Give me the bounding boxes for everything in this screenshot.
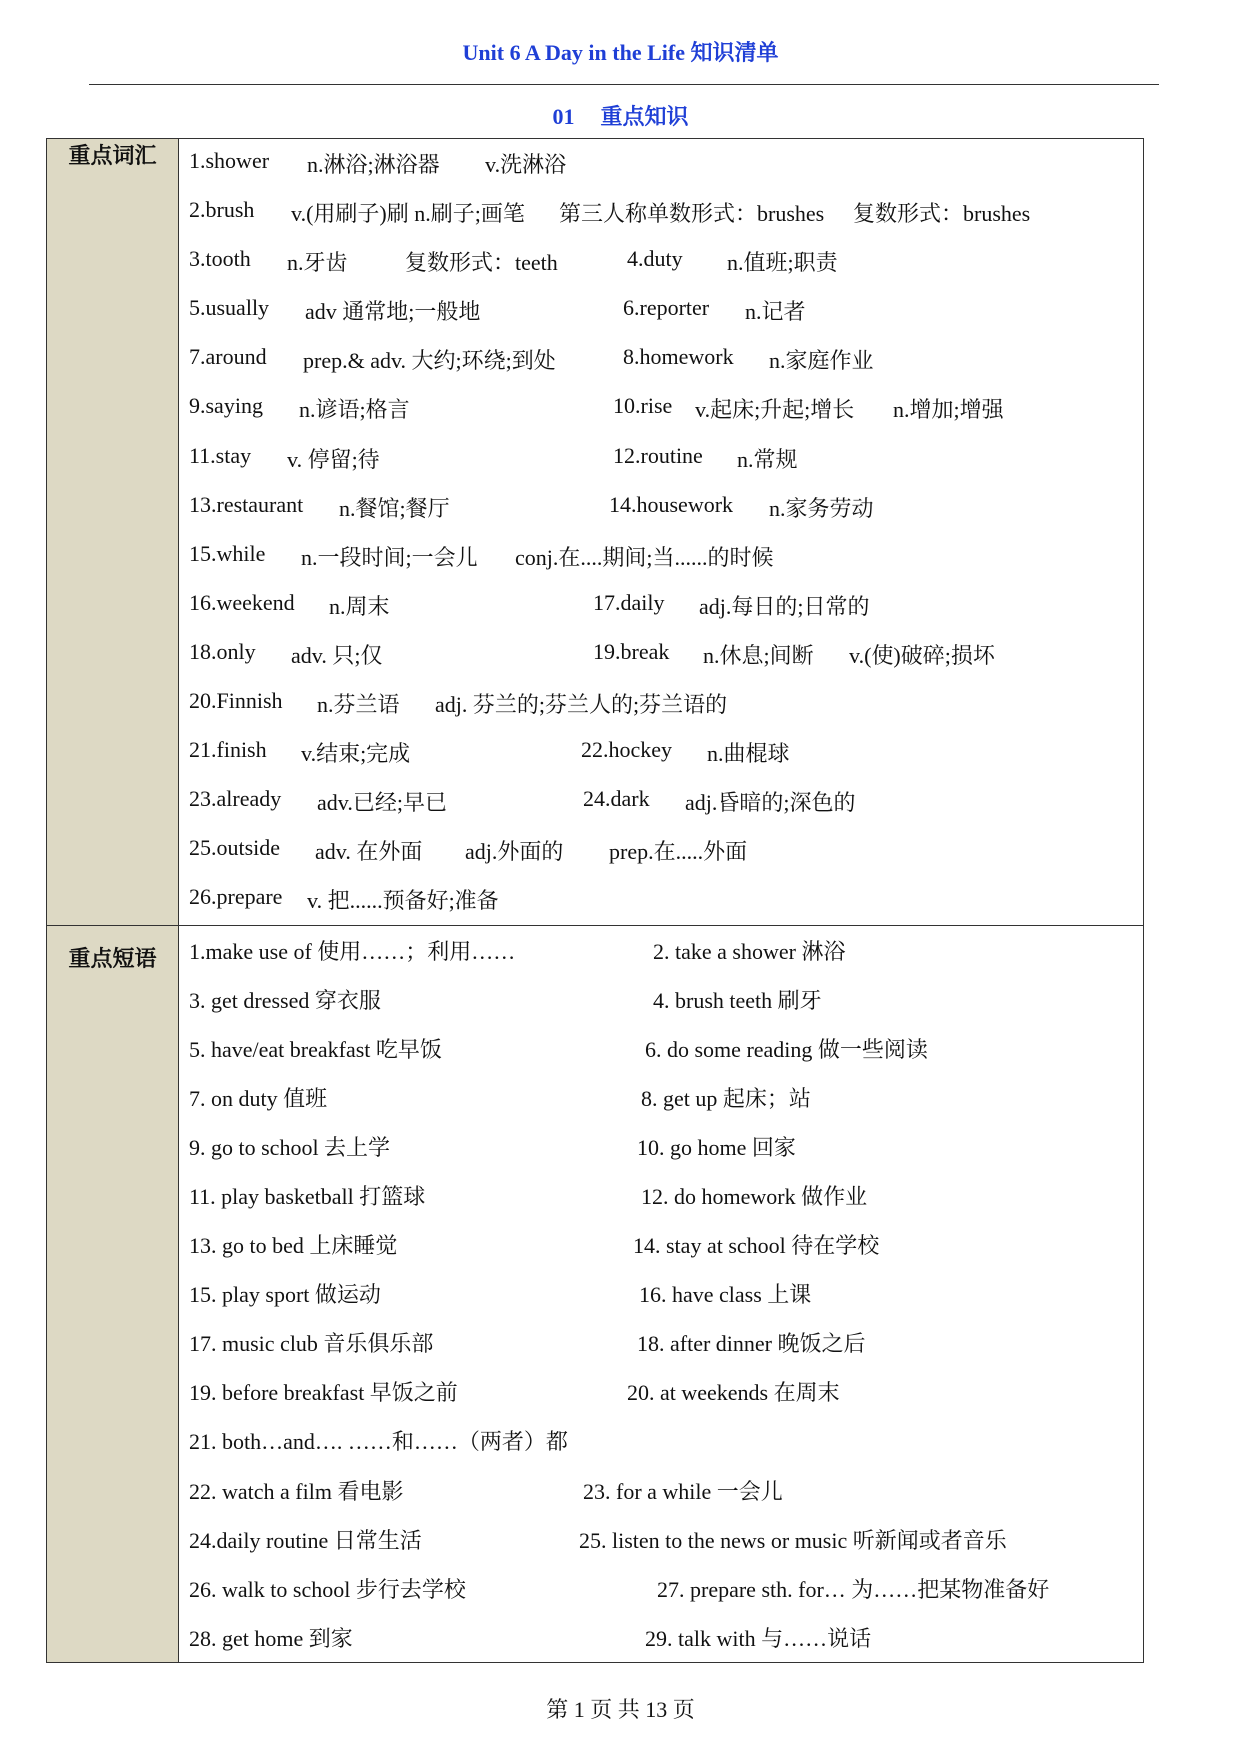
phrase-item: 4. brush teeth 刷牙 <box>653 987 822 1013</box>
vocab-word: 8.homework <box>623 344 734 370</box>
vocab-word: 22.hockey <box>581 737 673 763</box>
phrase-row <box>179 1269 1143 1318</box>
vocab-word: 3.tooth <box>189 246 251 272</box>
phrase-row <box>179 1073 1143 1122</box>
vocab-meaning: n.曲棍球 <box>707 741 790 767</box>
vocab-word: 26.prepare <box>189 884 283 910</box>
vocab-row <box>179 875 1143 924</box>
page-footer: 第 1 页 共 13 页 <box>546 1697 695 1722</box>
vocab-meaning: n.一段时间;一会儿 <box>301 544 478 570</box>
phrase-row <box>179 1564 1143 1613</box>
vocab-word: 4.duty <box>627 246 683 272</box>
phrase-item: 18. after dinner 晚饭之后 <box>637 1331 866 1357</box>
vocab-row <box>179 679 1143 728</box>
phrase-item: 15. play sport 做运动 <box>189 1282 381 1308</box>
vocab-meaning: n.常规 <box>737 446 798 472</box>
vocab-meaning: n.芬兰语 <box>317 692 400 718</box>
vocab-word: 23.already <box>189 786 282 812</box>
vocab-word: 13.restaurant <box>189 491 304 517</box>
vocab-word: 9.saying <box>189 393 263 419</box>
document-title: Unit 6 A Day in the Life 知识清单 <box>462 40 779 65</box>
vocab-word: 19.break <box>593 638 670 664</box>
vocab-meaning: adj.每日的;日常的 <box>699 593 870 619</box>
vocab-word: 14.housework <box>609 491 734 517</box>
vocab-word: 10.rise <box>613 393 673 419</box>
title-divider <box>89 84 1159 85</box>
vocab-meaning: n.淋浴;淋浴器 <box>307 152 440 177</box>
phrase-item: 10. go home 回家 <box>637 1134 796 1160</box>
vocab-meaning: conj.在....期间;当......的时候 <box>515 544 774 570</box>
phrase-row <box>179 1515 1143 1564</box>
vocab-word: 1.shower <box>189 148 270 173</box>
phrase-item: 17. music club 音乐俱乐部 <box>189 1331 434 1357</box>
phrase-item: 5. have/eat breakfast 吃早饭 <box>189 1036 442 1062</box>
vocab-meaning: n.牙齿 <box>287 250 348 276</box>
vocab-meaning: n.记者 <box>745 299 806 325</box>
vocab-meaning: v.(用刷子)刷 n.刷子;画笔 <box>291 201 525 227</box>
phrase-item: 9. go to school 去上学 <box>189 1134 391 1160</box>
phrase-item: 16. have class 上课 <box>639 1282 812 1308</box>
vocab-word: 25.outside <box>189 835 281 861</box>
phrases-category-label: 重点短语 <box>47 925 179 1662</box>
vocab-row <box>179 826 1143 875</box>
phrase-item: 27. prepare sth. for… 为……把某物准备好 <box>657 1576 1050 1602</box>
phrase-item: 24.daily routine 日常生活 <box>189 1527 422 1553</box>
phrase-item: 22. watch a film 看电影 <box>189 1478 404 1504</box>
phrase-row <box>179 1122 1143 1171</box>
section-number: 01 <box>552 104 575 129</box>
vocab-word: 2.brush <box>189 197 255 223</box>
vocab-word: 16.weekend <box>189 589 295 615</box>
vocab-meaning: v.起床;升起;增长 <box>695 397 855 423</box>
vocab-meaning: n.餐馆;餐厅 <box>339 495 450 521</box>
vocab-row <box>179 581 1143 630</box>
vocab-row <box>179 532 1143 581</box>
phrase-row <box>179 1171 1143 1220</box>
vocab-list <box>179 139 1144 926</box>
phrase-item: 2. take a shower 淋浴 <box>653 938 846 964</box>
vocab-word: 17.daily <box>593 589 665 615</box>
phrase-row <box>179 1220 1143 1269</box>
phrase-item: 12. do homework 做作业 <box>641 1183 868 1209</box>
vocab-row <box>179 728 1143 777</box>
vocab-meaning: 复数形式：teeth <box>405 250 558 276</box>
vocab-meaning: 第三人称单数形式：brushes <box>559 201 825 227</box>
phrase-item: 11. play basketball 打篮球 <box>189 1183 426 1209</box>
vocab-meaning: adj.外面的 <box>465 839 564 865</box>
vocab-meaning: n.谚语;格言 <box>299 397 410 423</box>
phrase-item: 6. do some reading 做一些阅读 <box>645 1036 928 1062</box>
vocab-row <box>179 384 1143 433</box>
vocab-meaning: prep.在.....外面 <box>609 839 748 865</box>
phrase-item: 19. before breakfast 早饭之前 <box>189 1380 458 1406</box>
phrase-row <box>179 1613 1143 1662</box>
vocab-section <box>47 139 1144 926</box>
phrase-item: 28. get home 到家 <box>189 1625 353 1651</box>
phrase-item: 23. for a while 一会儿 <box>583 1478 783 1504</box>
vocab-row <box>179 483 1143 532</box>
phrase-item: 21. both…and…. ……和……（两者）都 <box>189 1429 568 1455</box>
vocab-row <box>179 434 1143 483</box>
vocab-meaning: prep.& adv. 大约;环绕;到处 <box>303 348 556 374</box>
phrase-row <box>179 1318 1143 1367</box>
phrase-row <box>179 1024 1143 1073</box>
vocab-meaning: n.家务劳动 <box>769 495 874 521</box>
phrase-item: 29. talk with 与……说话 <box>645 1625 872 1651</box>
vocab-row <box>179 237 1143 286</box>
phrase-item: 26. walk to school 步行去学校 <box>189 1576 466 1602</box>
section-heading <box>0 100 1241 131</box>
phrase-item: 20. at weekends 在周末 <box>627 1380 840 1406</box>
knowledge-table <box>46 138 1144 1663</box>
vocab-meaning: n.增加;增强 <box>893 397 1004 423</box>
vocab-meaning: v. 把......预备好;准备 <box>307 888 499 914</box>
phrase-item: 7. on duty 值班 <box>189 1085 328 1111</box>
vocab-meaning: v.洗淋浴 <box>485 152 567 177</box>
vocab-row <box>179 335 1143 384</box>
vocab-word: 5.usually <box>189 295 270 321</box>
vocab-word: 15.while <box>189 540 266 566</box>
vocab-meaning: 复数形式：brushes <box>853 201 1031 227</box>
vocab-word: 7.around <box>189 344 267 370</box>
vocab-meaning: adj.昏暗的;深色的 <box>685 790 856 816</box>
vocab-meaning: adv 通常地;一般地 <box>305 299 481 325</box>
phrase-row <box>179 1416 1143 1465</box>
phrases-section <box>47 925 1144 1662</box>
phrase-item: 14. stay at school 待在学校 <box>633 1233 880 1259</box>
vocab-word: 24.dark <box>583 786 650 812</box>
vocab-meaning: adv. 在外面 <box>315 839 423 865</box>
vocab-word: 18.only <box>189 638 256 664</box>
phrase-row <box>179 926 1143 975</box>
vocab-meaning: adj. 芬兰的;芬兰人的;芬兰语的 <box>435 692 728 718</box>
phrase-row <box>179 1367 1143 1416</box>
phrase-row <box>179 975 1143 1024</box>
phrase-item: 1.make use of 使用……；利用…… <box>189 938 516 964</box>
vocab-meaning: n.周末 <box>329 593 390 619</box>
vocab-word: 12.routine <box>613 442 703 468</box>
vocab-meaning: adv.已经;早已 <box>317 790 447 816</box>
vocab-meaning: n.休息;间断 <box>703 642 814 668</box>
vocab-word: 11.stay <box>189 442 252 468</box>
phrase-item: 8. get up 起床；站 <box>641 1085 811 1111</box>
vocab-row <box>179 139 1143 188</box>
vocab-row <box>179 630 1143 679</box>
phrase-item: 25. listen to the news or music 听新闻或者音乐 <box>579 1527 1007 1553</box>
vocab-row <box>179 188 1143 237</box>
vocab-word: 21.finish <box>189 737 267 763</box>
vocab-meaning: adv. 只;仅 <box>291 642 383 668</box>
phrases-list <box>179 925 1144 1662</box>
vocab-row <box>179 286 1143 335</box>
vocab-meaning: v.结束;完成 <box>301 741 411 767</box>
phrase-row <box>179 1466 1143 1515</box>
vocab-meaning: v. 停留;待 <box>287 446 380 472</box>
vocab-meaning: n.值班;职责 <box>727 250 838 276</box>
phrase-item: 13. go to bed 上床睡觉 <box>189 1233 398 1259</box>
vocab-category-label: 重点词汇 <box>47 139 179 926</box>
vocab-meaning: n.家庭作业 <box>769 348 874 374</box>
vocab-meaning: v.(使)破碎;损坏 <box>849 642 995 668</box>
section-title: 重点知识 <box>600 104 689 129</box>
phrase-item: 3. get dressed 穿衣服 <box>189 987 381 1013</box>
vocab-word: 20.Finnish <box>189 688 283 714</box>
vocab-word: 6.reporter <box>623 295 710 321</box>
vocab-row <box>179 777 1143 826</box>
